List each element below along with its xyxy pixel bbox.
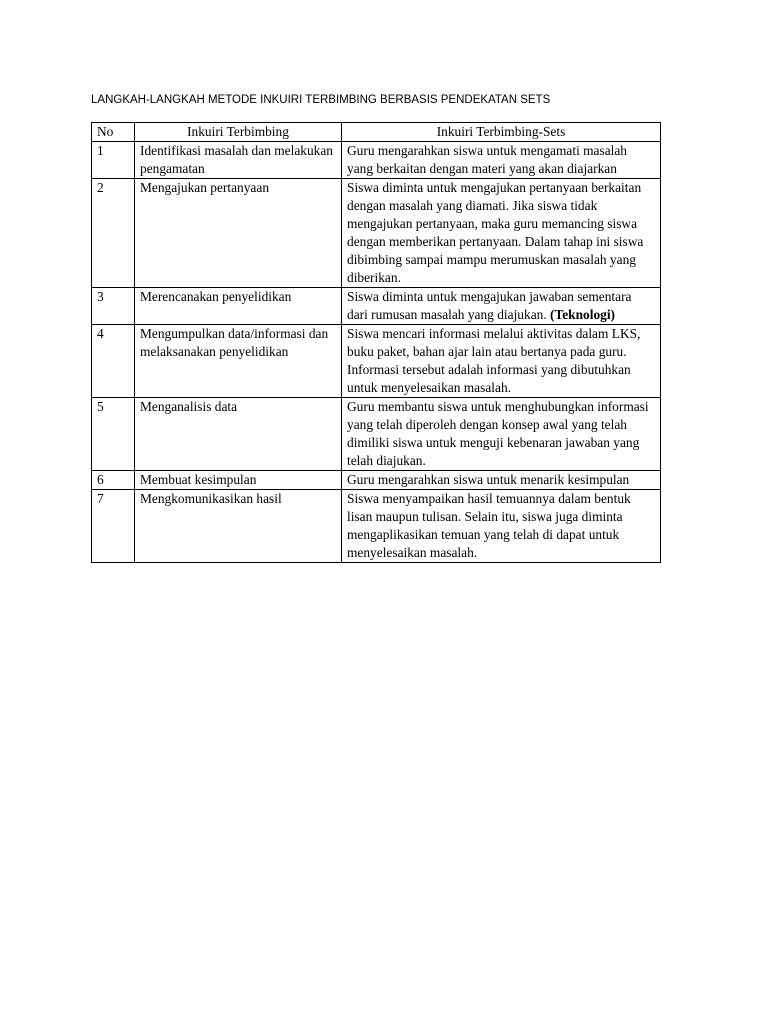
- row-number: 5: [92, 398, 135, 471]
- table-row: [92, 490, 661, 563]
- table-row: [92, 142, 661, 179]
- document-title: LANGKAH-LANGKAH METODE INKUIRI TERBIMBING BERBASIS PENDEKATAN SETS: [91, 94, 551, 106]
- table-row: [92, 179, 661, 288]
- header-no: No: [92, 123, 135, 142]
- inkuiri-step: Mengkomunikasikan hasil: [135, 490, 342, 563]
- table-row: [92, 288, 661, 325]
- sets-description-emphasis: (Teknologi): [550, 307, 616, 322]
- sets-description-text: Siswa diminta untuk mengajukan jawaban sementara dari rumusan masalah yang diajukan.: [347, 289, 632, 322]
- table-row: [92, 471, 661, 490]
- sets-description-text: Guru mengarahkan siswa untuk mengamati masalah yang berkaitan dengan materi yang akan diajarkan: [347, 143, 628, 176]
- sets-description-text: Siswa menyampaikan hasil temuannya dalam bentuk lisan maupun tulisan. Selain itu, siswa juga diminta mengaplikasikan temuan yang telah di dapat untuk menyelesaikan masalah.: [347, 491, 631, 560]
- row-number: 7: [92, 490, 135, 563]
- sets-description-text: Guru mengarahkan siswa untuk menarik kesimpulan: [347, 472, 630, 487]
- inkuiri-step: Membuat kesimpulan: [135, 471, 342, 490]
- row-number: 3: [92, 288, 135, 325]
- row-number: 2: [92, 179, 135, 288]
- sets-description: [342, 179, 661, 288]
- inkuiri-step: Mengajukan pertanyaan: [135, 179, 342, 288]
- sets-description: [342, 142, 661, 179]
- sets-description-text: Siswa mencari informasi melalui aktivitas dalam LKS, buku paket, bahan ajar lain atau bertanya pada guru. Informasi tersebut adalah informasi yang dibutuhkan untuk menyelesaikan masalah.: [347, 326, 641, 395]
- row-number: 6: [92, 471, 135, 490]
- sets-description: [342, 325, 661, 398]
- inkuiri-step: Identifikasi masalah dan melakukan pengamatan: [135, 142, 342, 179]
- sets-description-text: Guru membantu siswa untuk menghubungkan informasi yang telah diperoleh dengan konsep awal yang telah dimiliki siswa untuk menguji kebenaran jawaban yang telah diajukan.: [347, 399, 649, 468]
- header-inkuiri-terbimbing-sets: Inkuiri Terbimbing-Sets: [342, 123, 661, 142]
- header-inkuiri-terbimbing: Inkuiri Terbimbing: [135, 123, 342, 142]
- row-number: 1: [92, 142, 135, 179]
- row-number: 4: [92, 325, 135, 398]
- table-row: [92, 325, 661, 398]
- sets-description-text: Siswa diminta untuk mengajukan pertanyaan berkaitan dengan masalah yang diamati. Jika siswa tidak mengajukan pertanyaan, maka guru memancing siswa dengan memberikan pertanyaan. Dalam tahap ini siswa dibimbing sampai mampu merumuskan masalah yang diberikan.: [347, 180, 644, 285]
- table-row: [92, 398, 661, 471]
- sets-description: [342, 398, 661, 471]
- inkuiri-step: Menganalisis data: [135, 398, 342, 471]
- steps-table: [91, 122, 661, 563]
- sets-description: [342, 288, 661, 325]
- inkuiri-step: Merencanakan penyelidikan: [135, 288, 342, 325]
- sets-description: [342, 490, 661, 563]
- inkuiri-step: Mengumpulkan data/informasi dan melaksanakan penyelidikan: [135, 325, 342, 398]
- sets-description: [342, 471, 661, 490]
- table-header-row: [92, 123, 661, 142]
